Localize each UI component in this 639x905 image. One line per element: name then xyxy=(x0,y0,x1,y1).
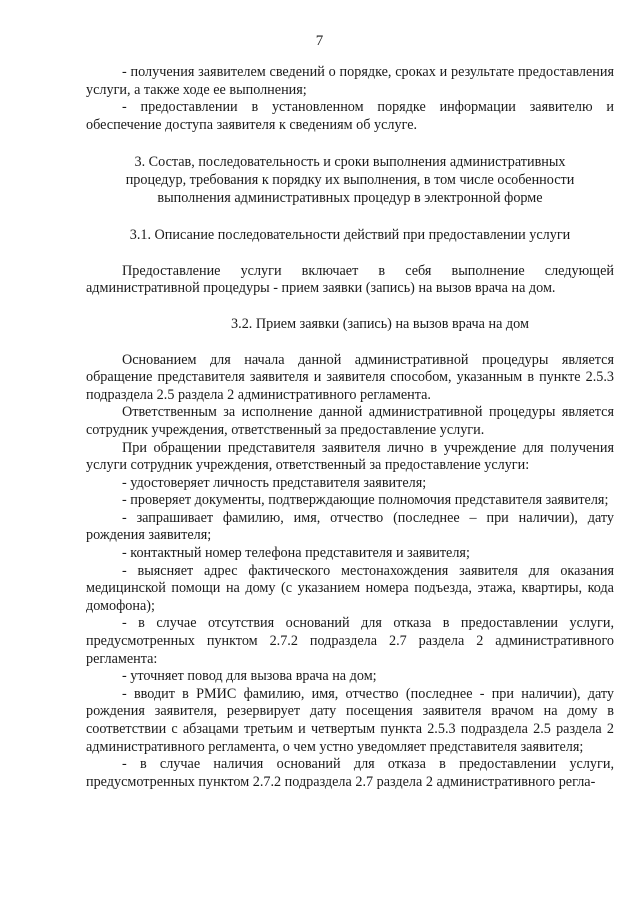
list-item-name-request: - запрашивает фамилию, имя, отчество (последнее – при наличии), дату рождения заявителя; xyxy=(86,509,614,544)
paragraph-info-receipt: - получения заявителем сведений о порядке, сроках и результате предоставления услуги, а также ходе ее выполнения; xyxy=(86,64,614,98)
paragraph-responsible: Ответственным за исполнение данной административной процедуры является сотрудник учреждения, ответственный за предоставление услуги. xyxy=(86,404,614,438)
paragraph-basis: Основанием для начала данной административной процедуры является обращение представителя заявителя и заявителя способом, указанным в пункте 2.5.3 подраздела 2.5 раздела 2 административного регламента. xyxy=(86,351,614,403)
page-number: 7 xyxy=(315,33,324,49)
list-item-address: - выясняет адрес фактического местонахождения заявителя для оказания медицинской помощи на дому (с указанием номера подъезда, этажа, квартиры, кода домофона); xyxy=(86,562,614,614)
section-3-1-text: Предоставление услуги включает в себя выполнение следующей административной процедуры - прием заявки (запись) на вызов врача на дом. xyxy=(86,262,614,297)
list-item-reason: - уточняет повод для вызова врача на дом; xyxy=(122,668,377,685)
section-3-2-heading: 3.2. Прием заявки (запись) на вызов врача на дом xyxy=(231,315,529,332)
document-body xyxy=(86,64,614,791)
section-3-heading: 3. Состав, последовательность и сроки выполнения административных процедур, требования к порядку их выполнения, в том числе особенности выполнения административных процедур в электронной форме xyxy=(125,154,575,206)
list-item-documents: - проверяет документы, подтверждающие полномочия представителя заявителя; xyxy=(122,492,609,509)
section-3-1-heading: 3.1. Описание последовательности действий при предоставлении услуги xyxy=(129,227,571,244)
paragraph-in-person: При обращении представителя заявителя лично в учреждение для получения услуги сотрудник учреждения, ответственный за предоставление услуги: xyxy=(86,439,614,474)
list-item-identity: - удостоверяет личность представителя заявителя; xyxy=(122,474,427,491)
list-item-no-refusal: - в случае отсутствия оснований для отказа в предоставлении услуги, предусмотренных пунктом 2.7.2 подраздела 2.7 раздела 2 административного регламента: xyxy=(86,615,614,667)
paragraph-info-provision: - предоставлении в установленном порядке информации заявителю и обеспечение доступа заявителя к сведениям об услуге. xyxy=(86,99,614,133)
list-item-refusal: - в случае наличия оснований для отказа в предоставлении услуги, предусмотренных пунктом 2.7.2 подраздела 2.7 раздела 2 административного регла- xyxy=(86,756,614,790)
list-item-phone: - контактный номер телефона представителя и заявителя; xyxy=(122,545,470,562)
list-item-rmis-entry: - вводит в РМИС фамилию, имя, отчество (последнее - при наличии), дату рождения заявителя, резервирует дату посещения заявителя врачом на дому в соответствии с абзацами третьим и четвертым пункта 2.5.3 подраздела 2.5 раздела 2 административного регламента, о чем устно уведомляет представителя заявителя; xyxy=(86,685,614,755)
